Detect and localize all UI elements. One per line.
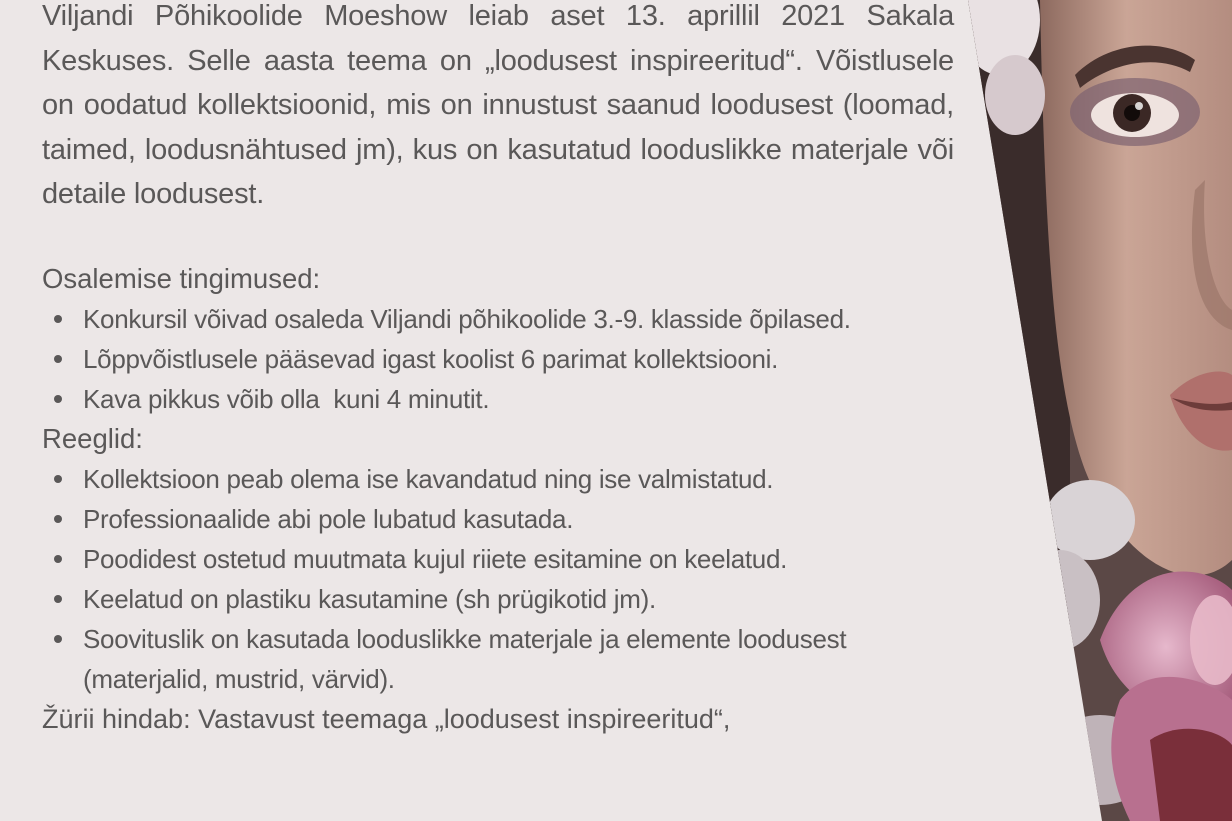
bullet-icon [54, 515, 62, 523]
conditions-list [42, 299, 954, 419]
conditions-heading: Osalemise tingimused: [42, 262, 321, 294]
list-item: Kollektsioon peab olema ise kavandatud ning ise valmistatud. [42, 459, 954, 499]
jury-line [42, 699, 954, 739]
list-item: Konkursil võivad osaleda Viljandi põhikoolide 3.-9. klasside õpilased. [42, 299, 883, 339]
rules-list [42, 459, 954, 699]
rules-heading: Reeglid: [42, 422, 143, 454]
bullet-icon [54, 595, 62, 603]
list-item: Lõppvõistlusele pääsevad igast koolist 6 parimat kollektsiooni. [42, 339, 954, 379]
bullet-icon [54, 395, 62, 403]
list-item: Soovituslik on kasutada looduslikke materjale ja elemente loodusest (materjalid, mustrid, värvid). [42, 619, 883, 699]
bullet-icon [54, 635, 62, 643]
bullet-icon [54, 315, 62, 323]
list-item: Professionaalide abi pole lubatud kasutada. [42, 499, 954, 539]
bullet-icon [54, 475, 62, 483]
jury-label: Žürii hindab: [42, 703, 191, 734]
jury-text: Vastavust teemaga „loodusest inspireeritud“, [190, 703, 731, 734]
list-item: Poodidest ostetud muutmata kujul riiete esitamine on keelatud. [42, 539, 954, 579]
intro-paragraph: Viljandi Põhikoolide Moeshow leiab aset 13. aprillil 2021 Sakala Keskuses. Selle aasta teema on „loodusest inspireeritud“. Võistlusele on oodatud kollektsioonid, mis on innustust saanud loodusest (loomad, taimed, loodusnähtused jm), kus on kasutatud looduslikke materjale või detaile loodusest. [42, 0, 954, 210]
list-item: Keelatud on plastiku kasutamine (sh prügikotid jm). [42, 579, 954, 619]
bullet-icon [54, 355, 62, 363]
list-item: Kava pikkus võib olla kuni 4 minutit. [42, 379, 954, 419]
event-info-text [42, 0, 954, 739]
bullet-icon [54, 555, 62, 563]
